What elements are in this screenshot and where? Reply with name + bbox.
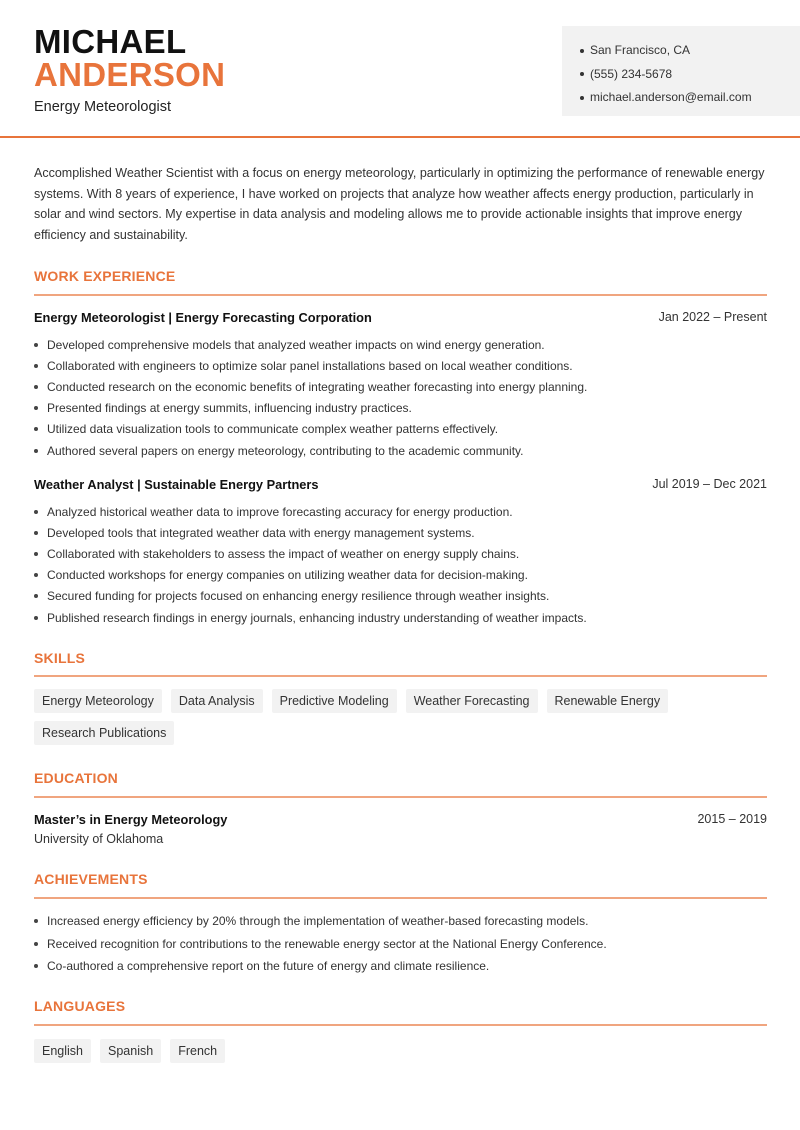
last-name: ANDERSON — [34, 56, 226, 93]
skill-chip: Weather Forecasting — [406, 689, 538, 713]
section-divider — [34, 796, 767, 798]
skill-chip: Research Publications — [34, 721, 174, 745]
list-item-text: Presented findings at energy summits, influencing industry practices. — [47, 401, 412, 416]
section-title-education: EDUCATION — [34, 770, 118, 786]
bullet-icon — [580, 72, 584, 76]
bullet-icon — [34, 552, 38, 556]
job-bullets — [34, 501, 769, 628]
skill-chip: Energy Meteorology — [34, 689, 162, 713]
list-item-text: Collaborated with stakeholders to assess the impact of weather on energy supply chains. — [47, 546, 520, 561]
list-item — [34, 955, 769, 978]
contact-box — [562, 26, 800, 116]
contact-email-text: michael.anderson@email.com — [590, 90, 752, 104]
job-heading: Energy Meteorologist | Energy Forecasting Corporation — [34, 310, 372, 325]
section-title-work-experience: WORK EXPERIENCE — [34, 268, 176, 284]
bullet-icon — [34, 406, 38, 410]
bullet-icon — [580, 96, 584, 100]
skill-chip: Data Analysis — [171, 689, 263, 713]
bullet-icon — [34, 343, 38, 347]
bullet-icon — [34, 364, 38, 368]
list-item — [34, 543, 769, 564]
list-item-text: Secured funding for projects focused on enhancing energy resilience through weather insights. — [47, 589, 550, 604]
bullet-icon — [34, 942, 38, 946]
list-item-text: Co-authored a comprehensive report on the future of energy and climate resilience. — [47, 959, 490, 974]
section-divider — [34, 897, 767, 899]
list-item-text: Authored several papers on energy meteorology, contributing to the academic community. — [47, 443, 524, 458]
section-divider — [34, 294, 767, 296]
language-chip: Spanish — [100, 1039, 161, 1063]
list-item — [34, 586, 769, 607]
first-name: MICHAEL — [34, 23, 187, 60]
skill-chip: Predictive Modeling — [272, 689, 397, 713]
bullet-icon — [34, 594, 38, 598]
list-item — [34, 910, 769, 933]
list-item — [34, 334, 769, 355]
achievements-list — [34, 910, 769, 978]
list-item — [34, 419, 769, 440]
bullet-icon — [34, 449, 38, 453]
bullet-icon — [34, 531, 38, 535]
bullet-icon — [580, 49, 584, 53]
job-bullets — [34, 334, 769, 461]
list-item — [34, 440, 769, 461]
job-dates: Jul 2019 – Dec 2021 — [652, 477, 767, 491]
list-item — [34, 522, 769, 543]
list-item — [34, 355, 769, 376]
education-school: University of Oklahoma — [34, 832, 164, 846]
bullet-icon — [34, 510, 38, 514]
contact-email — [580, 86, 800, 110]
list-item-text: Received recognition for contributions to the renewable energy sector at the National Energy Conference. — [47, 936, 607, 951]
list-item — [34, 398, 769, 419]
section-divider — [34, 675, 767, 677]
section-title-achievements: ACHIEVEMENTS — [34, 871, 148, 887]
contact-phone-text: (555) 234-5678 — [590, 66, 673, 81]
skill-chip: Renewable Energy — [547, 689, 669, 713]
contact-phone — [580, 63, 800, 87]
bullet-icon — [34, 573, 38, 577]
list-item — [34, 501, 769, 522]
contact-location-text: San Francisco, CA — [590, 43, 691, 57]
section-title-languages: LANGUAGES — [34, 998, 126, 1014]
education-degree: Master’s in Energy Meteorology — [34, 812, 228, 827]
job-title: Energy Meteorologist — [34, 99, 172, 115]
skills-list — [34, 689, 769, 745]
language-chip: French — [170, 1039, 225, 1063]
section-title-skills: SKILLS — [34, 650, 85, 666]
list-item — [34, 933, 769, 956]
list-item-text: Published research findings in energy journals, enhancing industry understanding of weather impacts. — [47, 610, 587, 625]
list-item — [34, 376, 769, 397]
bullet-icon — [34, 919, 38, 923]
list-item-text: Developed comprehensive models that analyzed weather impacts on wind energy generation. — [47, 337, 545, 352]
education-dates: 2015 – 2019 — [697, 812, 767, 826]
list-item — [34, 565, 769, 586]
bullet-icon — [34, 616, 38, 620]
job-dates: Jan 2022 – Present — [658, 310, 767, 324]
bullet-icon — [34, 385, 38, 389]
summary-paragraph: Accomplished Weather Scientist with a focus on energy meteorology, particularly in optimizing the performance of renewable energy systems. With 8 years of experience, I have worked on projects that analyze how weather affects energy production, particularly in solar and wind sectors. My expertise in data analysis and modeling allows me to provide actionable insights that improve energy efficiency and sustainability. — [34, 166, 765, 243]
list-item-text: Collaborated with engineers to optimize solar panel installations based on local weather conditions. — [47, 358, 573, 373]
list-item — [34, 607, 769, 628]
language-chip: English — [34, 1039, 91, 1063]
languages-list — [34, 1039, 769, 1063]
list-item-text: Increased energy efficiency by 20% through the implementation of weather-based forecasting models. — [47, 914, 589, 929]
list-item-text: Developed tools that integrated weather data with energy management systems. — [47, 525, 475, 540]
header-divider — [0, 136, 800, 138]
bullet-icon — [34, 427, 38, 431]
list-item-text: Utilized data visualization tools to communicate complex weather patterns effectively. — [47, 422, 499, 437]
section-divider — [34, 1024, 767, 1026]
bullet-icon — [34, 964, 38, 968]
list-item-text: Analyzed historical weather data to improve forecasting accuracy for energy production. — [47, 504, 513, 519]
list-item-text: Conducted research on the economic benefits of integrating weather forecasting into energy planning. — [47, 379, 588, 394]
contact-location — [580, 39, 800, 63]
job-heading: Weather Analyst | Sustainable Energy Partners — [34, 477, 319, 492]
resume-header — [0, 0, 800, 138]
list-item-text: Conducted workshops for energy companies on utilizing weather data for decision-making. — [47, 568, 528, 583]
